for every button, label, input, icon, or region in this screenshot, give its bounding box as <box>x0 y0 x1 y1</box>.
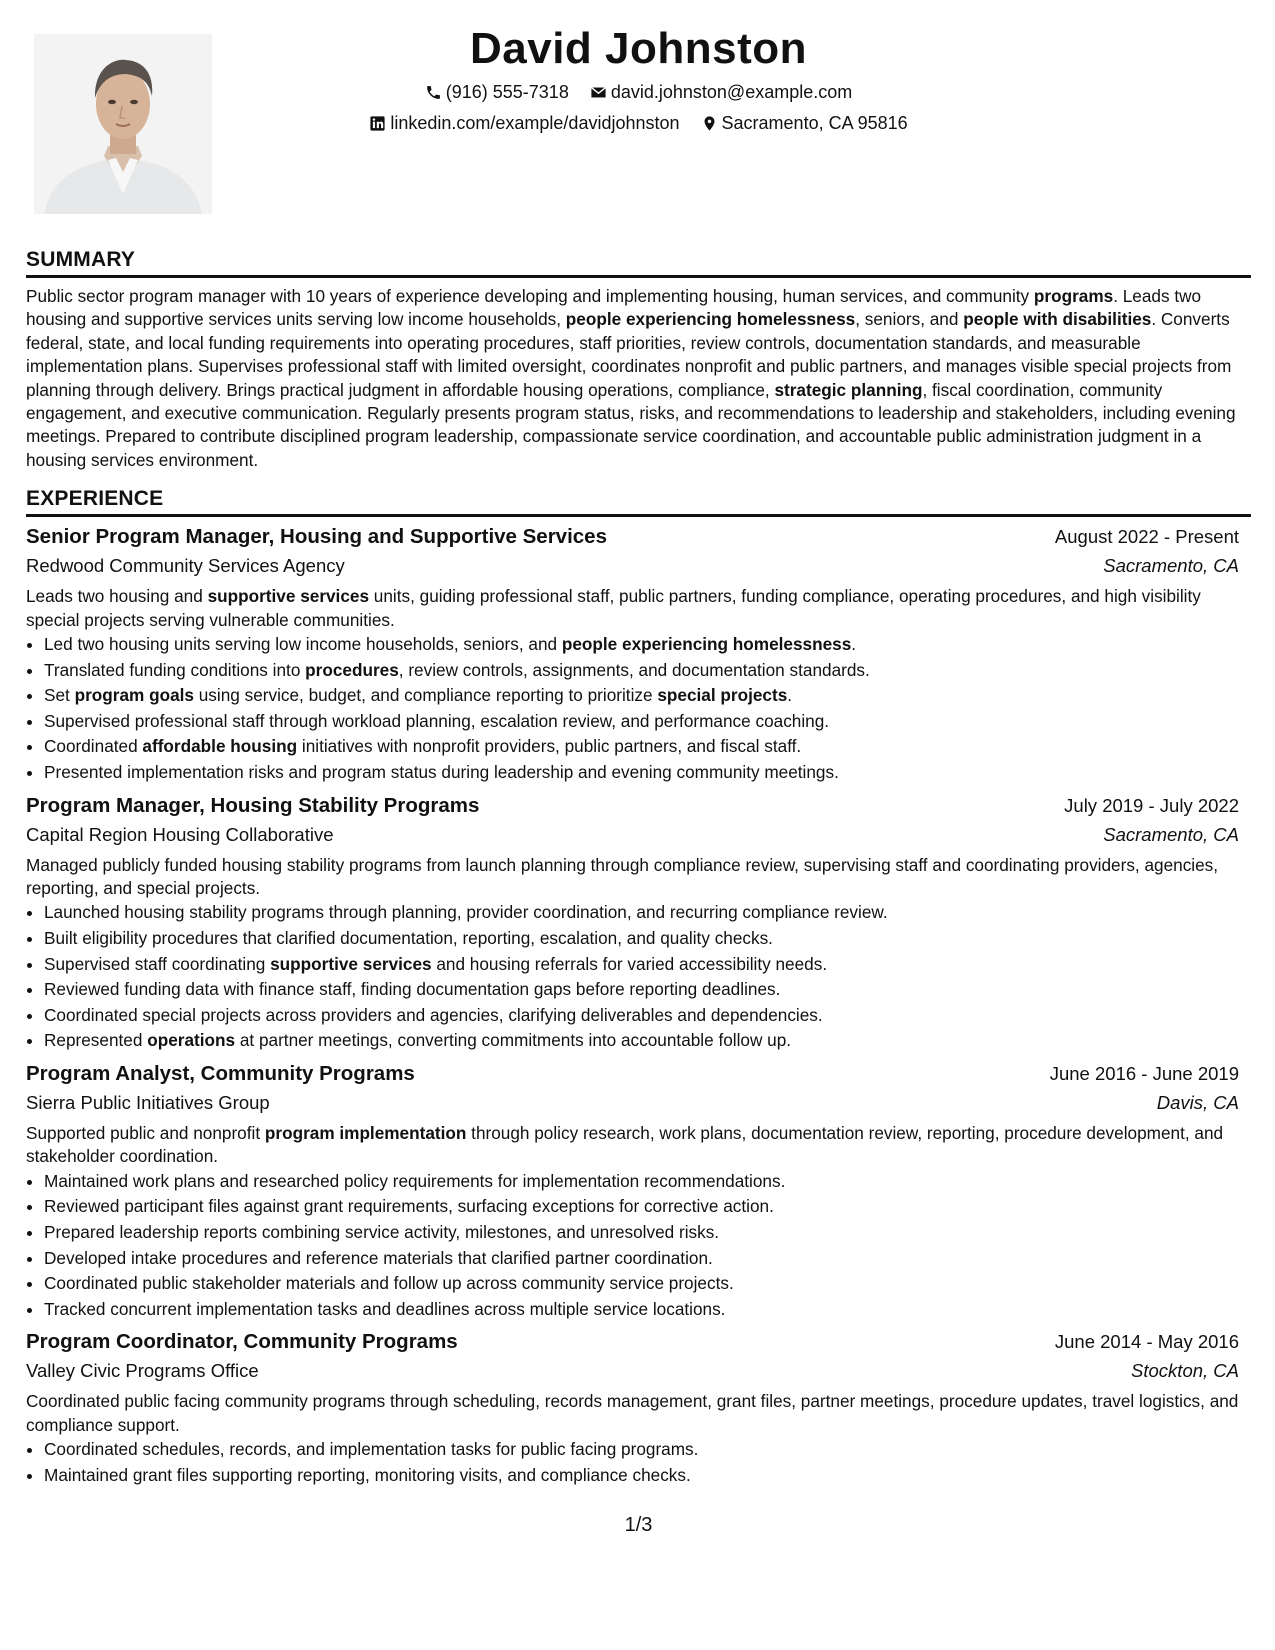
job-title: Senior Program Manager, Housing and Supportive Services <box>26 525 607 549</box>
bullet-item: • Maintained grant files supporting reporting, monitoring visits, and compliance checks. <box>44 1463 1251 1489</box>
bullet-item: • Set program goals using service, budget, and compliance reporting to prioritize special projects. <box>44 683 1251 709</box>
map-pin-icon <box>701 115 718 132</box>
bullet-item: • Launched housing stability programs through planning, provider coordination, and recurring compliance review. <box>44 900 1251 926</box>
job-organization: Valley Civic Programs Office <box>26 1360 259 1382</box>
job-organization: Redwood Community Services Agency <box>26 555 345 577</box>
job-organization: Capital Region Housing Collaborative <box>26 823 334 845</box>
job-organization: Sierra Public Initiatives Group <box>26 1092 270 1113</box>
bullet-item: • Tracked concurrent implementation tasks and deadlines across multiple service locations. <box>44 1297 1251 1323</box>
job-bullets <box>26 900 1251 1054</box>
job-title: Program Coordinator, Community Programs <box>26 1330 458 1354</box>
job-dates: June 2014 - May 2016 <box>1054 1331 1239 1353</box>
job-bullets <box>26 1437 1251 1488</box>
job-title: Program Analyst, Community Programs <box>26 1062 415 1085</box>
bullet-item: • Reviewed funding data with finance staff, finding documentation gaps before reporting deadlines. <box>44 977 1251 1003</box>
bullet-item: • Led two housing units serving low income households, seniors, and people experiencing homelessness. <box>44 632 1251 658</box>
summary-heading: SUMMARY <box>26 248 1251 278</box>
bullet-item: • Represented operations at partner meetings, converting commitments into accountable follow up. <box>44 1028 1251 1054</box>
resume-header <box>26 22 1251 220</box>
job-bullets <box>26 1169 1251 1323</box>
phone-contact[interactable] <box>425 80 569 104</box>
phone-icon <box>425 84 442 101</box>
bullet-item: • Built eligibility procedures that clarified documentation, reporting, escalation, and quality checks. <box>44 926 1251 952</box>
job-bullets <box>26 632 1251 786</box>
job-entry <box>26 1330 1251 1488</box>
bullet-item: • Supervised staff coordinating supportive services and housing referrals for varied accessibility needs. <box>44 952 1251 978</box>
job-location: Sacramento, CA <box>1103 823 1239 845</box>
job-dates: June 2016 - June 2019 <box>1049 1063 1239 1084</box>
job-entry <box>26 1062 1251 1322</box>
envelope-icon <box>590 84 607 101</box>
contact-line-1 <box>26 80 1251 107</box>
linkedin-url: linkedin.com/example/davidjohnston <box>390 113 680 133</box>
job-location: Stockton, CA <box>1131 1360 1239 1382</box>
job-entry <box>26 794 1251 1054</box>
phone-number: (916) 555-7318 <box>445 82 569 102</box>
job-location: Davis, CA <box>1156 1092 1239 1113</box>
job-title: Program Manager, Housing Stability Programs <box>26 793 480 817</box>
candidate-name: David Johnston <box>469 24 808 73</box>
bullet-item: • Developed intake procedures and reference materials that clarified partner coordination. <box>44 1246 1251 1272</box>
summary-text: Public sector program manager with 10 years of experience developing and implementing housing, human services, and community programs. Leads two housing and supportive services units serving low income households, people experiencing homelessness, seniors, and people with disabilities. Converts federal, state, and local funding requirements into operating procedures, staff priorities, review controls, documentation standards, and measurable implementation plans. Supervises professional staff with limited oversight, coordinates nonprofit and public partners, and manages visible special projects from planning through delivery. Brings practical judgment in affordable housing operations, compliance, strategic planning, fiscal coordination, community engagement, and executive communication. Regularly presents program status, risks, and recommendations to leadership and stakeholders, including evening meetings. Prepared to contribute disciplined program leadership, compassionate service coordination, and accountable public administration judgment in a housing services environment. <box>26 286 1236 470</box>
bullet-item: • Prepared leadership reports combining service activity, milestones, and unresolved risks. <box>44 1220 1251 1246</box>
job-description: Coordinated public facing community programs through scheduling, records management, grant files, partner meetings, procedure updates, travel logistics, and compliance support. <box>26 1391 1239 1435</box>
location-contact <box>701 111 908 135</box>
bullet-item: • Coordinated affordable housing initiatives with nonprofit providers, public partners, and fiscal staff. <box>44 734 1251 760</box>
job-entry <box>26 525 1251 785</box>
contact-line-2 <box>26 111 1251 138</box>
page-number: 1/3 <box>624 1514 653 1536</box>
bullet-item: • Presented implementation risks and program status during leadership and evening community meetings. <box>44 760 1251 786</box>
job-description: Supported public and nonprofit program implementation through policy research, work plans, documentation review, reporting, procedure development, and stakeholder coordination. <box>26 1123 1224 1167</box>
bullet-item: • Coordinated schedules, records, and implementation tasks for public facing programs. <box>44 1437 1251 1463</box>
job-dates: August 2022 - Present <box>1054 526 1239 548</box>
linkedin-icon <box>369 115 386 132</box>
job-description: Leads two housing and supportive services units, guiding professional staff, public partners, funding compliance, operating procedures, and high visibility special projects serving vulnerable communities. <box>26 586 1201 630</box>
job-description: Managed publicly funded housing stability programs from launch planning through compliance review, supervising staff and coordinating providers, agencies, reporting, and special projects. <box>26 854 1219 899</box>
bullet-item: • Coordinated special projects across providers and agencies, clarifying deliverables and dependencies. <box>44 1003 1251 1029</box>
experience-heading: EXPERIENCE <box>26 487 1251 517</box>
bullet-item: • Supervised professional staff through workload planning, escalation review, and performance coaching. <box>44 709 1251 735</box>
location-text: Sacramento, CA 95816 <box>721 113 908 133</box>
bullet-item: • Maintained work plans and researched policy requirements for implementation recommendations. <box>44 1169 1251 1195</box>
job-location: Sacramento, CA <box>1103 555 1239 577</box>
linkedin-contact[interactable] <box>369 111 679 135</box>
email-address: david.johnston@example.com <box>610 82 853 102</box>
job-dates: July 2019 - July 2022 <box>1064 794 1239 816</box>
bullet-item: • Reviewed participant files against grant requirements, surfacing exceptions for corrective action. <box>44 1194 1251 1220</box>
email-contact[interactable] <box>590 80 852 104</box>
bullet-item: • Coordinated public stakeholder materials and follow up across community service projects. <box>44 1271 1251 1297</box>
bullet-item: • Translated funding conditions into procedures, review controls, assignments, and documentation standards. <box>44 658 1251 684</box>
resume-page <box>26 22 1251 1536</box>
